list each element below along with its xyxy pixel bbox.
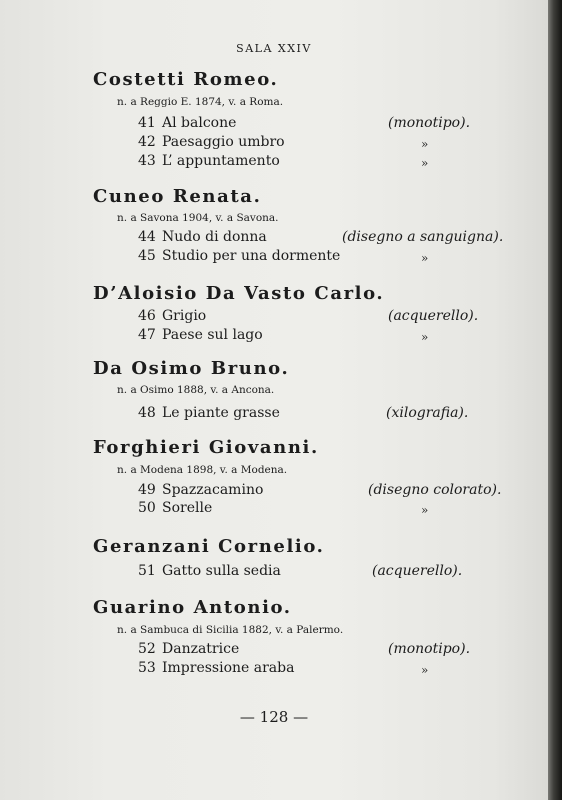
work-title: Impressione araba xyxy=(162,660,295,676)
section-header: SALA XXIV xyxy=(236,42,312,55)
work-number: 47 xyxy=(138,327,156,343)
work-technique: (xilografia). xyxy=(386,405,469,421)
work-title: L’ appuntamento xyxy=(162,153,280,169)
work-number: 46 xyxy=(138,308,156,324)
work-number: 50 xyxy=(138,500,156,516)
work-number: 49 xyxy=(138,482,156,498)
artist-bio: n. a Modena 1898, v. a Modena. xyxy=(117,464,288,476)
work-technique-ditto: » xyxy=(421,503,429,517)
artist-bio: n. a Savona 1904, v. a Savona. xyxy=(117,212,279,224)
work-technique-ditto: » xyxy=(421,663,429,677)
artist-bio: n. a Reggio E. 1874, v. a Roma. xyxy=(117,96,284,108)
work-number: 51 xyxy=(138,563,156,579)
work-technique: (monotipo). xyxy=(388,115,471,131)
work-number: 42 xyxy=(138,134,156,150)
work-technique: (monotipo). xyxy=(388,641,471,657)
artist-name: Forghieri Giovanni. xyxy=(93,437,319,458)
work-title: Le piante grasse xyxy=(162,405,280,421)
artist-bio: n. a Sambuca di Sicilia 1882, v. a Palermo. xyxy=(117,624,344,636)
work-number: 43 xyxy=(138,153,156,169)
work-technique: (disegno a sanguigna). xyxy=(342,229,504,245)
work-number: 48 xyxy=(138,405,156,421)
work-technique: (acquerello). xyxy=(372,563,463,579)
artist-name: Cuneo Renata. xyxy=(93,186,262,207)
work-title: Grigio xyxy=(162,308,207,324)
work-number: 53 xyxy=(138,660,156,676)
work-title: Al balcone xyxy=(162,115,237,131)
book-spine-shadow xyxy=(548,0,562,800)
work-title: Studio per una dormente xyxy=(162,248,341,264)
work-title: Spazzacamino xyxy=(162,482,264,498)
work-title: Paesaggio umbro xyxy=(162,134,285,150)
work-number: 45 xyxy=(138,248,156,264)
artist-name: Geranzani Cornelio. xyxy=(93,536,325,557)
work-title: Gatto sulla sedia xyxy=(162,563,281,579)
work-technique-ditto: » xyxy=(421,251,429,265)
work-technique-ditto: » xyxy=(421,156,429,170)
work-title: Paese sul lago xyxy=(162,327,263,343)
work-number: 41 xyxy=(138,115,156,131)
work-number: 44 xyxy=(138,229,156,245)
artist-name: Da Osimo Bruno. xyxy=(93,358,290,379)
work-technique: (disegno colorato). xyxy=(368,482,502,498)
work-number: 52 xyxy=(138,641,156,657)
work-title: Nudo di donna xyxy=(162,229,267,245)
work-title: Sorelle xyxy=(162,500,213,516)
artist-name: D’Aloisio Da Vasto Carlo. xyxy=(93,283,385,304)
page-number: — 128 — xyxy=(239,708,309,726)
artist-bio: n. a Osimo 1888, v. a Ancona. xyxy=(117,384,275,396)
work-technique-ditto: » xyxy=(421,137,429,151)
artist-name: Guarino Antonio. xyxy=(93,597,292,618)
work-title: Danzatrice xyxy=(162,641,240,657)
work-technique-ditto: » xyxy=(421,330,429,344)
work-technique: (acquerello). xyxy=(388,308,479,324)
artist-name: Costetti Romeo. xyxy=(93,69,279,90)
